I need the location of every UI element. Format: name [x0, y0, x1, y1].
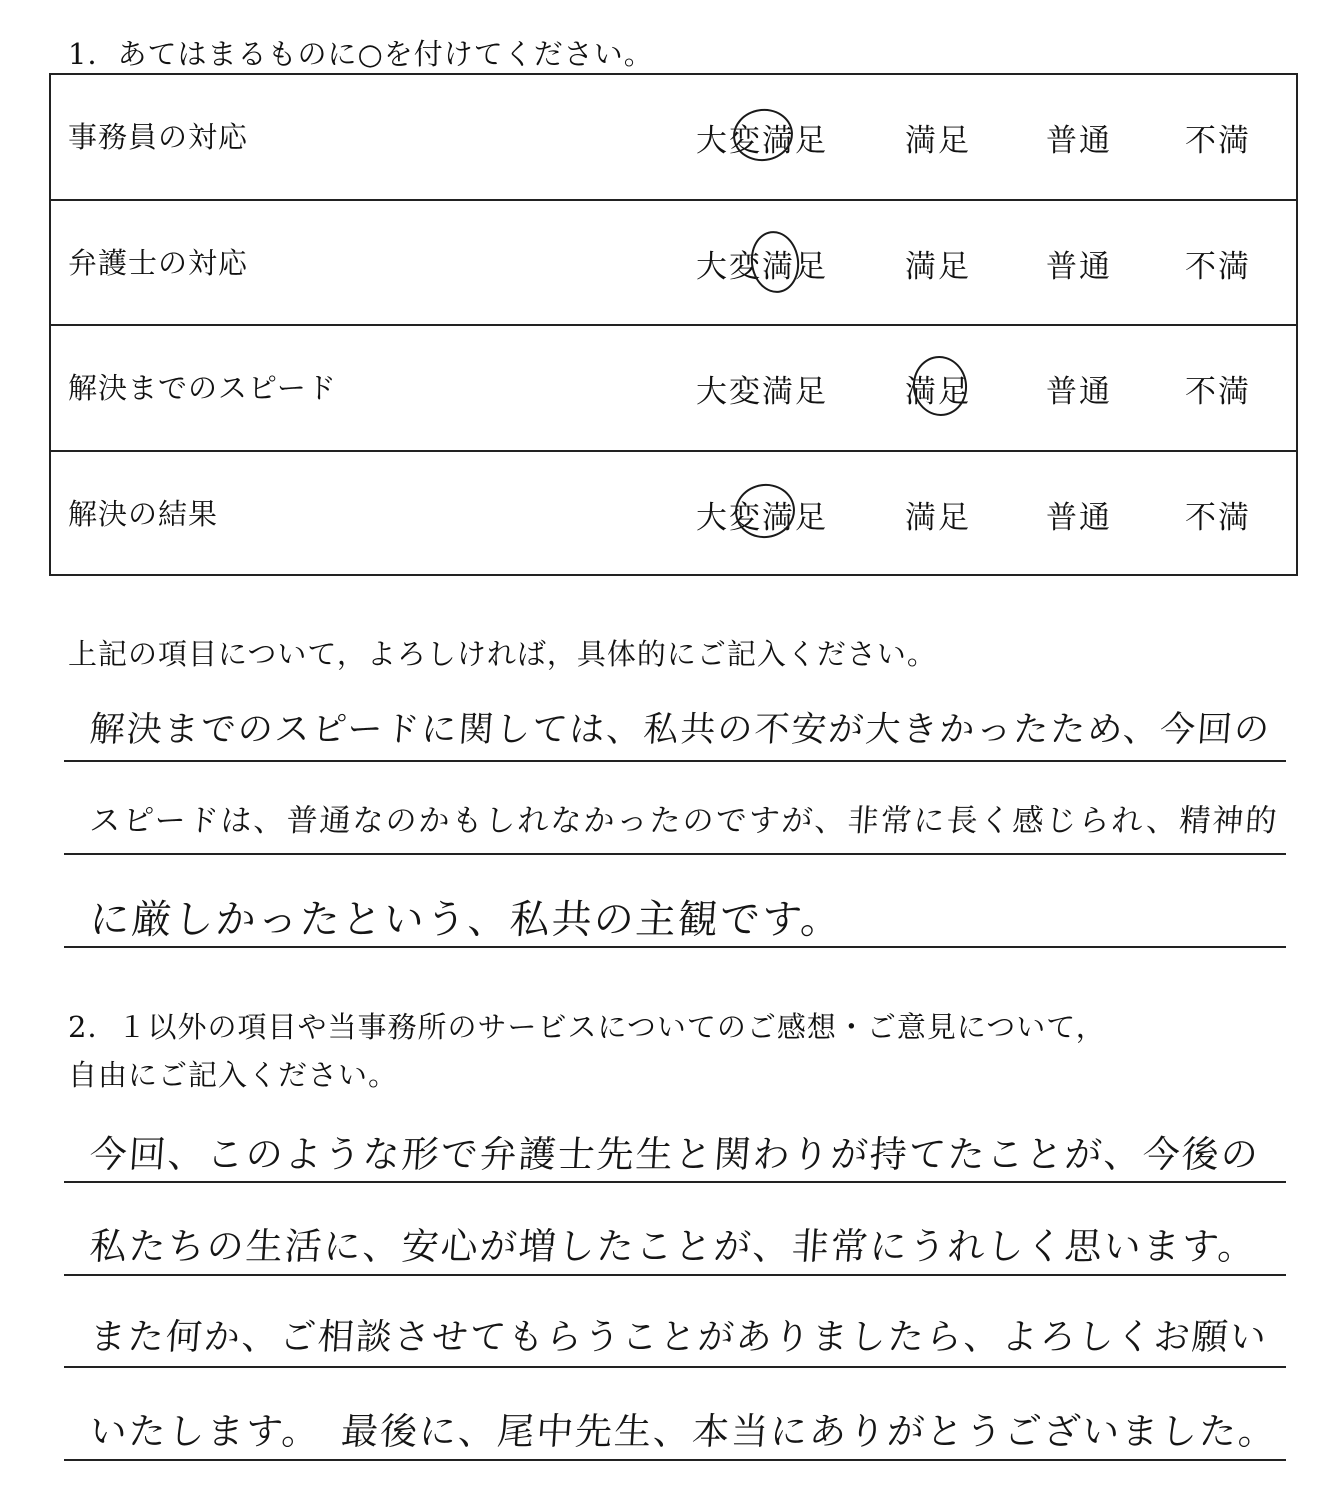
option-satisfied[interactable]: 満足	[905, 123, 971, 159]
option-dissatisfied[interactable]: 不満	[1185, 123, 1251, 159]
option-dissatisfied[interactable]: 不満	[1185, 248, 1251, 285]
writing-line	[64, 853, 1286, 855]
option-dissatisfied[interactable]: 不満	[1185, 374, 1251, 410]
table-row	[51, 326, 1296, 452]
section2-heading-continued: 自由にご記入ください。	[68, 1058, 399, 1092]
table-row	[51, 75, 1296, 201]
handwritten-line: スピードは、普通なのかもしれなかったのですが、非常に長く感じられ、精神的	[88, 803, 1280, 839]
writing-line	[64, 760, 1286, 762]
handwritten-line: 解決までのスピードに関しては、私共の不安が大きかったため、今回の	[88, 710, 1273, 750]
writing-line	[64, 1366, 1286, 1368]
option-very-satisfied[interactable]: 大変満足	[696, 499, 828, 536]
table-row	[51, 452, 1296, 578]
option-dissatisfied[interactable]: 不満	[1185, 499, 1251, 536]
option-very-satisfied[interactable]: 大変満足	[696, 248, 828, 285]
writing-line	[64, 1274, 1286, 1276]
row-label: 事務員の対応	[68, 120, 249, 154]
satisfaction-table	[49, 73, 1298, 576]
option-very-satisfied[interactable]: 大変満足	[696, 123, 828, 159]
writing-line	[64, 1181, 1286, 1183]
writing-line	[64, 946, 1286, 948]
handwritten-line: また何か、ご相談させてもらうことがありましたら、よろしくお願い	[88, 1317, 1270, 1358]
option-average[interactable]: 普通	[1046, 123, 1112, 159]
option-average[interactable]: 普通	[1046, 248, 1112, 285]
option-average[interactable]: 普通	[1046, 374, 1112, 410]
section1-heading: 1．あてはまるものに○を付けてください。	[68, 37, 654, 71]
handwritten-line: 今回、このような形で弁護士先生と関わりが持てたことが、今後の	[88, 1133, 1262, 1176]
row-label: 解決の結果	[68, 496, 219, 531]
option-satisfied[interactable]: 満足	[905, 248, 971, 285]
option-average[interactable]: 普通	[1046, 499, 1112, 536]
table-row	[51, 201, 1296, 327]
handwritten-line: 私たちの生活に、安心が増したことが、非常にうれしく思います。	[88, 1225, 1259, 1268]
option-very-satisfied[interactable]: 大変満足	[696, 374, 828, 410]
option-satisfied[interactable]: 満足	[905, 374, 971, 410]
handwritten-line: に厳しかったという、私共の主観です。	[88, 897, 845, 943]
writing-line	[64, 1459, 1286, 1461]
option-satisfied[interactable]: 満足	[905, 499, 971, 536]
handwritten-line: いたします。 最後に、尾中先生、本当にありがとうございました。	[88, 1410, 1279, 1453]
row-label: 解決までのスピード	[68, 371, 337, 405]
comment-prompt: 上記の項目について，よろしければ，具体的にご記入ください。	[68, 637, 937, 671]
row-label: 弁護士の対応	[68, 245, 249, 280]
section2-heading: 2．１以外の項目や当事務所のサービスについてのご感想・ご意見について，	[68, 1010, 1106, 1044]
